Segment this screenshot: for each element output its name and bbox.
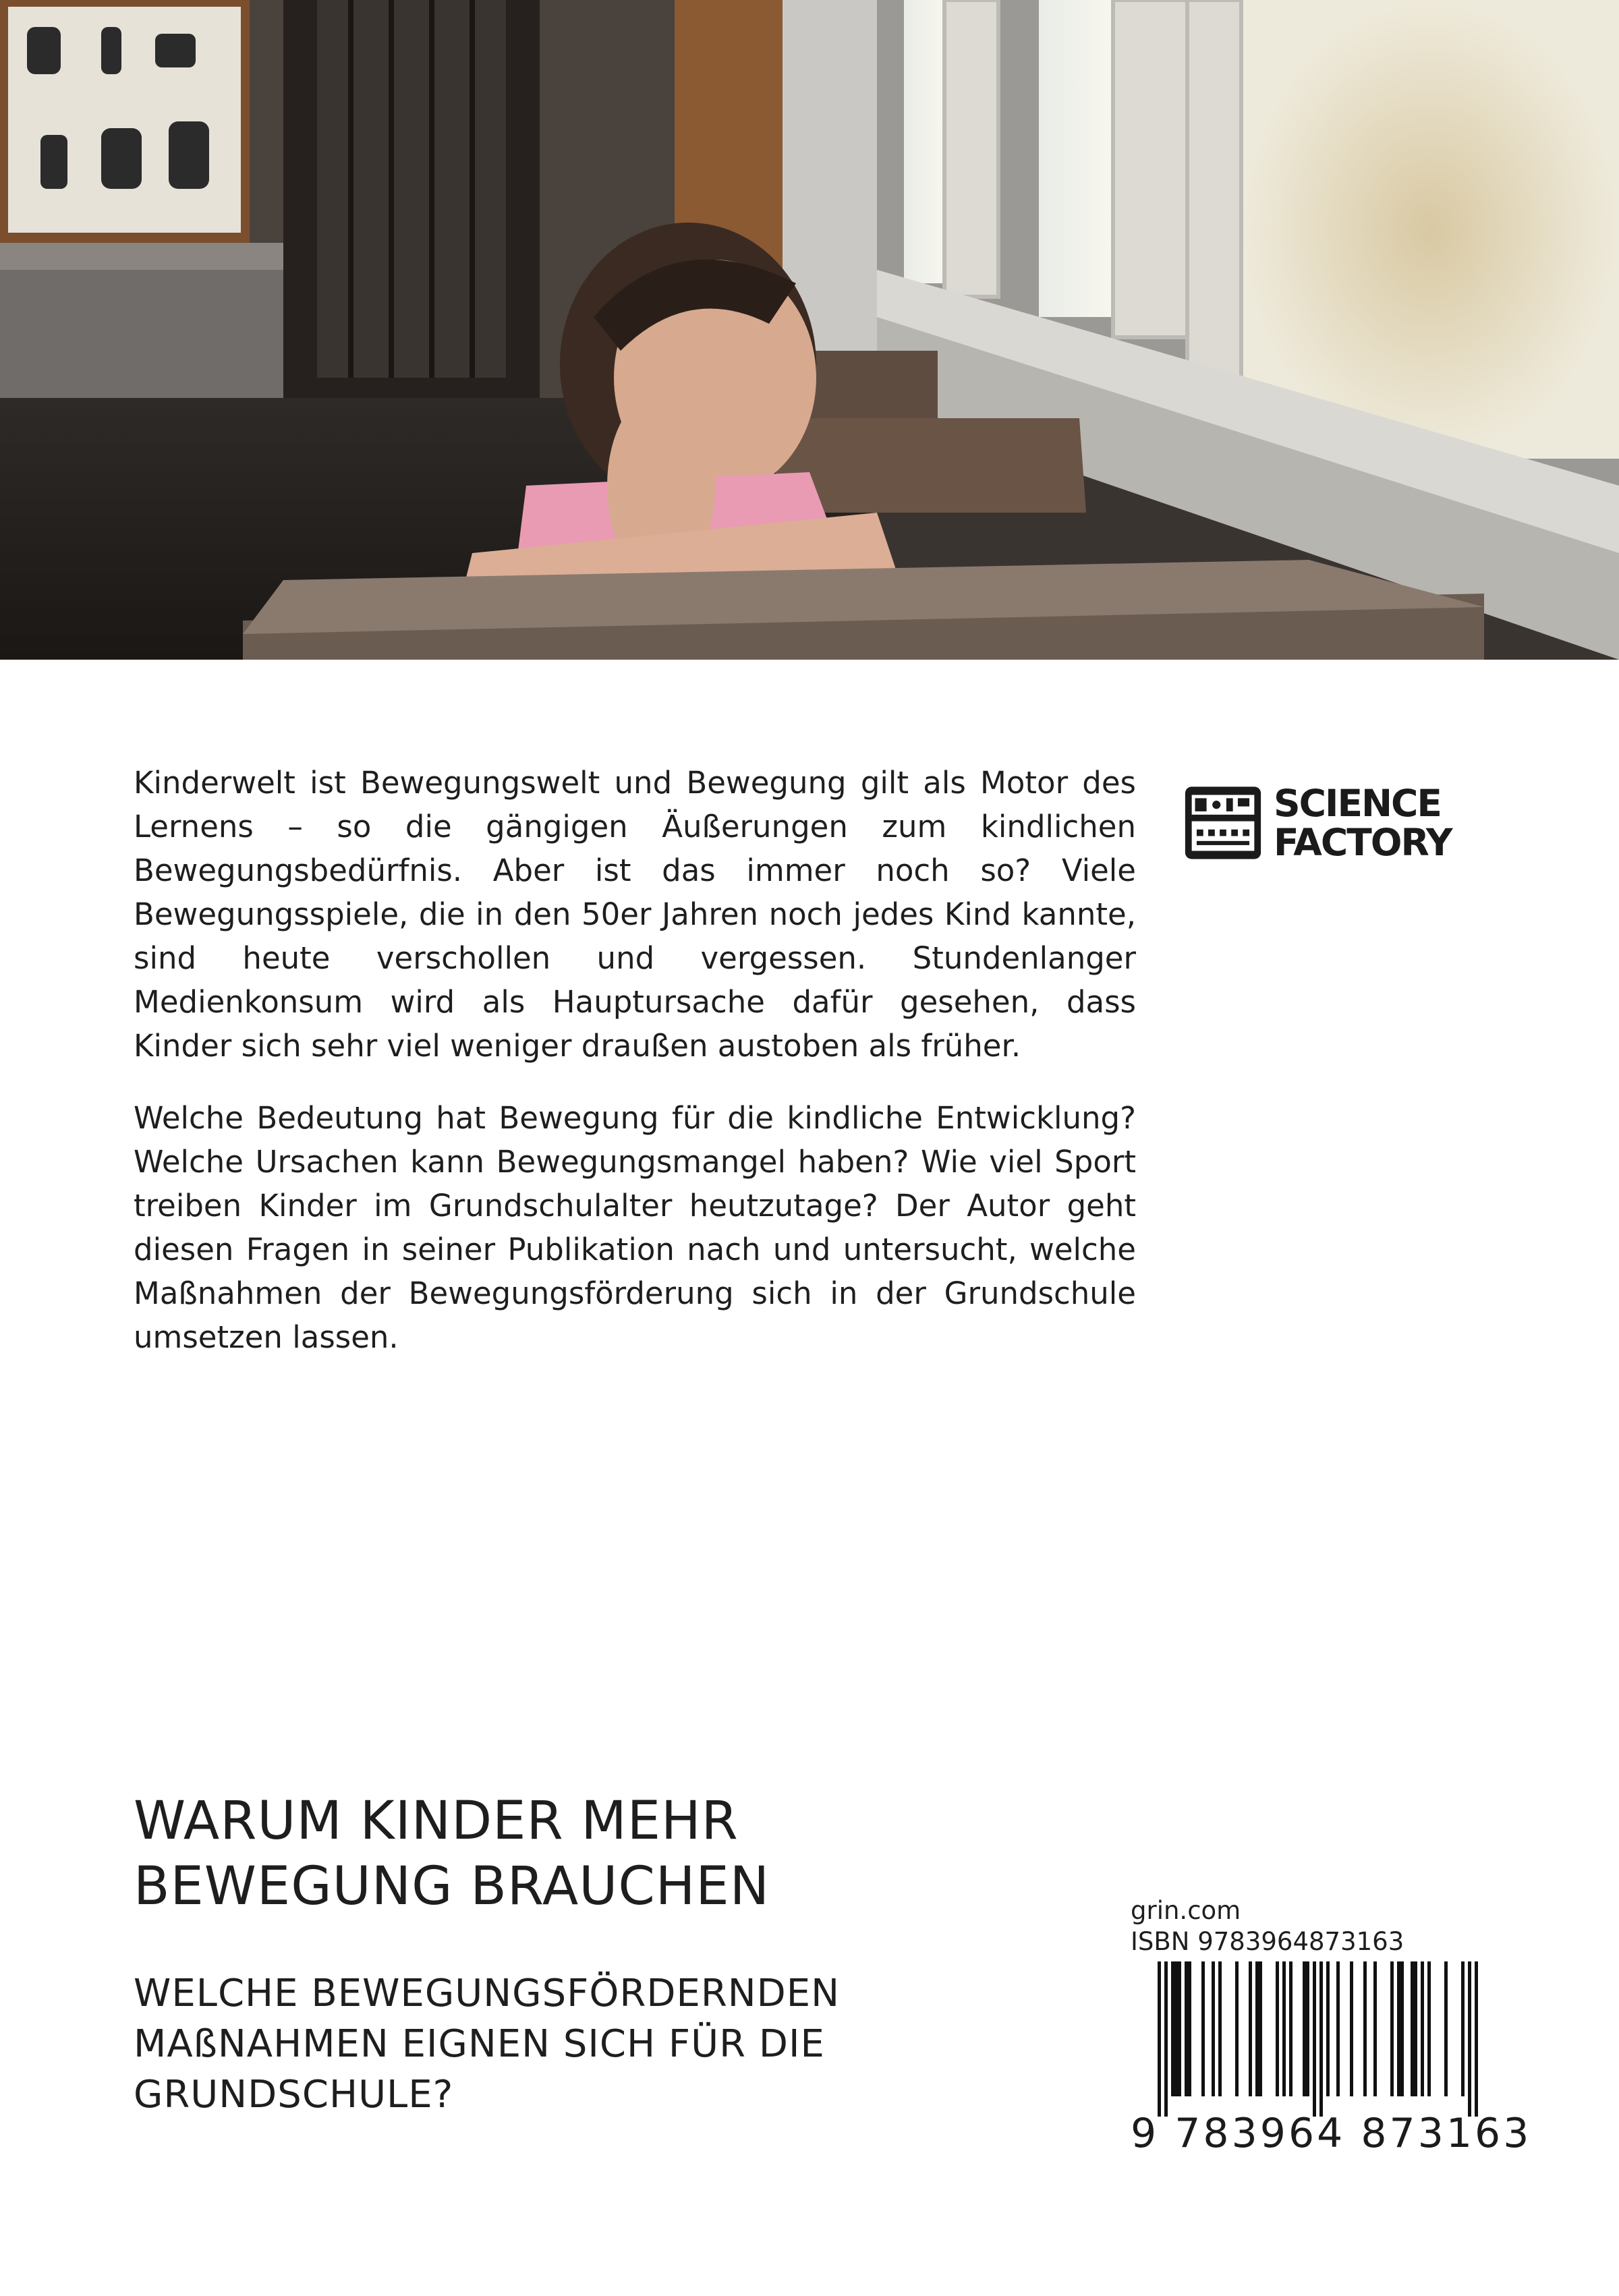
barcode-bar xyxy=(1249,1961,1252,2096)
book-subtitle-line: WELCHE BEWEGUNGSFÖRDERNDEN xyxy=(134,1972,841,2015)
barcode-bar xyxy=(1212,1961,1215,2096)
barcode-bar xyxy=(1444,1961,1448,2096)
cover-photo-illustration xyxy=(0,0,1619,660)
barcode-bar xyxy=(1255,1961,1259,2096)
book-title-line: WARUM KINDER MEHR xyxy=(134,1791,739,1852)
barcode-bar xyxy=(1171,1961,1174,2096)
barcode-bar xyxy=(1201,1961,1205,2096)
barcode-bar xyxy=(1400,1961,1404,2096)
book-subtitle xyxy=(134,1968,1011,2120)
barcode-bar xyxy=(1289,1961,1293,2096)
barcode-bar xyxy=(1414,1961,1417,2096)
barcode-bar xyxy=(1313,1961,1316,2117)
publisher-name xyxy=(1274,784,1452,862)
book-subtitle-line: MAßNAHMEN EIGNEN SICH FÜR DIE xyxy=(134,2022,825,2066)
barcode-bar xyxy=(1461,1961,1465,2096)
barcode-digits: 9 783964 873163 xyxy=(1131,2110,1532,2157)
barcode-bar xyxy=(1259,1961,1262,2096)
barcode-bar xyxy=(1303,1961,1306,2096)
publisher-name-line: SCIENCE xyxy=(1274,782,1441,825)
blurb-paragraph: Welche Bedeutung hat Bewegung für die kindliche Entwicklung? Welche Ursachen kann Bewegungsmangel haben? Wie viel Sport treiben Kinder im Grundschulalter heutzutage? Der Autor geht diesen Fragen in seiner Publikation nach und untersucht, welche Maßnahmen der Bewegungsförderung sich in der Grundschule umsetzen lassen. xyxy=(134,1100,1136,1355)
isbn-barcode-block xyxy=(1131,1895,1532,2192)
cover-photo xyxy=(0,0,1619,660)
barcode-bar xyxy=(1178,1961,1181,2096)
barcode-bar xyxy=(1319,1961,1323,2117)
barcode-bar xyxy=(1306,1961,1309,2096)
barcode-bar xyxy=(1411,1961,1414,2096)
barcode-bar xyxy=(1363,1961,1367,2096)
barcode-bar xyxy=(1336,1961,1340,2096)
science-factory-icon xyxy=(1182,782,1264,864)
barcode-bars xyxy=(1131,1961,1508,2117)
barcode-bar xyxy=(1390,1961,1394,2096)
barcode-bar xyxy=(1475,1961,1478,2117)
barcode-bar xyxy=(1427,1961,1431,2096)
barcode-bar xyxy=(1188,1961,1191,2096)
book-title xyxy=(134,1789,1078,1920)
barcode-bar xyxy=(1276,1961,1279,2096)
barcode-bar xyxy=(1397,1961,1400,2096)
barcode-bar xyxy=(1373,1961,1377,2096)
book-title-line: BEWEGUNG BRAUCHEN xyxy=(134,1856,770,1917)
publisher-name-line: FACTORY xyxy=(1274,821,1452,864)
barcode-bar xyxy=(1350,1961,1353,2096)
isbn-label: ISBN 9783964873163 xyxy=(1131,1927,1404,1956)
barcode-bar xyxy=(1174,1961,1178,2096)
blurb-paragraph: Kinderwelt ist Bewegungswelt und Bewegung gilt als Motor des Lernens – so die gängigen Äußerungen zum kindlichen Bewegungsbedürfnis. Aber ist das immer noch so? Viele Bewegungsspiele, die in den 50er Jahren noch jedes Kind kannte, sind heute verschollen und vergessen. Stundenlanger Medienkonsum wird als Hauptursache dafür gesehen, dass Kinder sich sehr viel weniger draußen austoben als früher. xyxy=(134,765,1136,1064)
barcode-bar xyxy=(1235,1961,1239,2096)
barcode-bar xyxy=(1185,1961,1188,2096)
barcode-bar xyxy=(1326,1961,1330,2096)
book-subtitle-line: GRUNDSCHULE? xyxy=(134,2073,454,2117)
barcode-bar xyxy=(1421,1961,1424,2096)
back-cover-blurb xyxy=(134,761,1136,1387)
barcode-bar xyxy=(1158,1961,1161,2117)
barcode-bar xyxy=(1282,1961,1286,2096)
publisher-website: grin.com xyxy=(1131,1896,1241,1925)
barcode-bar xyxy=(1164,1961,1168,2117)
barcode-bar xyxy=(1468,1961,1471,2117)
publisher-logo xyxy=(1182,776,1465,870)
barcode-bar xyxy=(1218,1961,1222,2096)
